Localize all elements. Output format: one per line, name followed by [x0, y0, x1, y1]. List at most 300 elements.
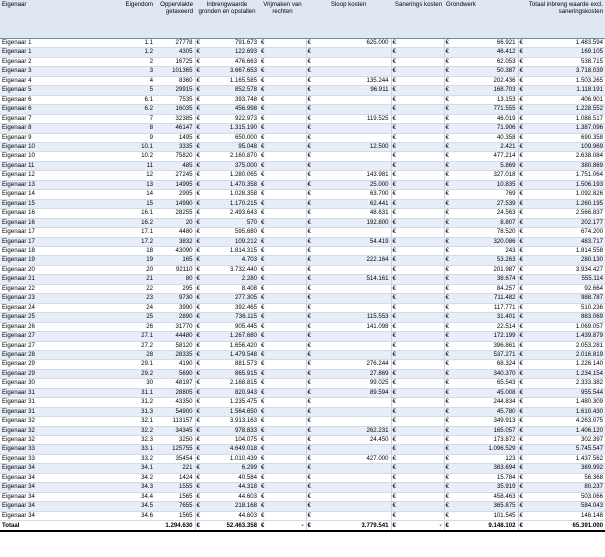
vacate-cell[interactable] [259, 407, 306, 416]
value-cell[interactable]: 595.680 [202, 228, 259, 237]
property-cell[interactable]: 27.2 [93, 341, 155, 350]
total-cell[interactable]: 2.333.382 [525, 379, 605, 388]
area-cell[interactable]: 7655 [155, 502, 195, 511]
demolition-cell[interactable]: 141.098 [313, 322, 391, 331]
area-cell[interactable]: 3990 [155, 303, 195, 312]
remediation-cell[interactable] [398, 284, 444, 293]
demolition-cell[interactable] [313, 350, 391, 359]
property-cell[interactable]: 21 [93, 275, 155, 284]
total-cell[interactable]: 3.934.427 [525, 265, 605, 274]
remediation-cell[interactable] [398, 86, 444, 95]
remediation-cell[interactable] [398, 57, 444, 66]
vacate-cell[interactable] [259, 294, 306, 303]
total-cell[interactable]: 1.226.140 [525, 360, 605, 369]
land-cell[interactable]: 10.835 [451, 180, 518, 189]
vacate-cell[interactable] [259, 284, 306, 293]
property-cell[interactable]: 33.2 [93, 454, 155, 463]
vacate-cell[interactable] [259, 152, 306, 161]
demolition-cell[interactable]: 89.594 [313, 388, 391, 397]
demolition-cell[interactable] [313, 303, 391, 312]
value-cell[interactable]: 1.010.439 [202, 454, 259, 463]
land-cell[interactable]: 327.018 [451, 171, 518, 180]
owner-cell[interactable]: Eigenaar 19 [0, 256, 93, 265]
area-cell[interactable]: 28255 [155, 209, 195, 218]
owner-cell[interactable]: Eigenaar 8 [0, 124, 93, 133]
value-cell[interactable]: 2.493.643 [202, 209, 259, 218]
total-cell[interactable]: 2.566.837 [525, 209, 605, 218]
remediation-cell[interactable] [398, 48, 444, 57]
property-cell[interactable]: 22 [93, 284, 155, 293]
land-cell[interactable]: 101.545 [451, 511, 518, 520]
owner-cell[interactable]: Eigenaar 34 [0, 473, 93, 482]
area-cell[interactable]: 1565 [155, 511, 195, 520]
total-cell[interactable]: 1.118.191 [525, 86, 605, 95]
property-cell[interactable]: 31.2 [93, 398, 155, 407]
remediation-cell[interactable] [398, 95, 444, 104]
property-cell[interactable]: 25 [93, 313, 155, 322]
area-cell[interactable]: 34345 [155, 426, 195, 435]
land-cell[interactable]: 65.543 [451, 379, 518, 388]
owner-cell[interactable]: Eigenaar 34 [0, 483, 93, 492]
area-cell[interactable]: 125755 [155, 445, 195, 454]
property-cell[interactable]: 10.1 [93, 142, 155, 151]
land-cell[interactable]: 5.869 [451, 161, 518, 170]
area-cell[interactable]: 44480 [155, 332, 195, 341]
vacate-cell[interactable] [259, 445, 306, 454]
property-cell[interactable]: 34.6 [93, 511, 155, 520]
area-cell[interactable]: 221 [155, 464, 195, 473]
property-cell[interactable]: 16.1 [93, 209, 155, 218]
remediation-cell[interactable] [398, 303, 444, 312]
demolition-cell[interactable] [313, 332, 391, 341]
area-cell[interactable]: 295 [155, 284, 195, 293]
totals-value[interactable]: 52.463.358 [202, 521, 259, 532]
property-cell[interactable]: 30 [93, 379, 155, 388]
demolition-cell[interactable] [313, 48, 391, 57]
vacate-cell[interactable] [259, 171, 306, 180]
total-cell[interactable]: 555.114 [525, 275, 605, 284]
remediation-cell[interactable] [398, 275, 444, 284]
owner-cell[interactable]: Eigenaar 13 [0, 180, 93, 189]
property-cell[interactable]: 17.1 [93, 228, 155, 237]
area-cell[interactable]: 1495 [155, 133, 195, 142]
vacate-cell[interactable] [259, 265, 306, 274]
property-cell[interactable]: 12 [93, 171, 155, 180]
vacate-cell[interactable] [259, 76, 306, 85]
owner-cell[interactable]: Eigenaar 11 [0, 161, 93, 170]
area-cell[interactable]: 14995 [155, 180, 195, 189]
total-cell[interactable]: 3.718.039 [525, 67, 605, 76]
value-cell[interactable]: 2.280 [202, 275, 259, 284]
demolition-cell[interactable]: 625.000 [313, 39, 391, 48]
total-cell[interactable]: 1.406.120 [525, 426, 605, 435]
property-cell[interactable]: 32.2 [93, 426, 155, 435]
vacate-cell[interactable] [259, 275, 306, 284]
demolition-cell[interactable]: 427.000 [313, 454, 391, 463]
property-cell[interactable]: 1.1 [93, 39, 155, 48]
area-cell[interactable]: 7535 [155, 95, 195, 104]
owner-cell[interactable]: Eigenaar 16 [0, 209, 93, 218]
owner-cell[interactable]: Eigenaar 26 [0, 322, 93, 331]
owner-cell[interactable]: Eigenaar 29 [0, 369, 93, 378]
owner-cell[interactable]: Eigenaar 27 [0, 332, 93, 341]
area-cell[interactable]: 2890 [155, 313, 195, 322]
owner-cell[interactable]: Eigenaar 32 [0, 436, 93, 445]
owner-cell[interactable]: Eigenaar 3 [0, 67, 93, 76]
area-cell[interactable]: 101365 [155, 67, 195, 76]
demolition-cell[interactable] [313, 483, 391, 492]
remediation-cell[interactable] [398, 190, 444, 199]
total-cell[interactable]: 2.638.084 [525, 152, 605, 161]
value-cell[interactable]: 1.315.190 [202, 124, 259, 133]
demolition-cell[interactable]: 54.419 [313, 237, 391, 246]
total-cell[interactable]: 380.869 [525, 161, 605, 170]
vacate-cell[interactable] [259, 86, 306, 95]
land-cell[interactable]: 769 [451, 190, 518, 199]
owner-cell[interactable]: Eigenaar 15 [0, 199, 93, 208]
total-cell[interactable]: 280.130 [525, 256, 605, 265]
land-cell[interactable]: 243 [451, 246, 518, 255]
value-cell[interactable]: 820.943 [202, 388, 259, 397]
land-cell[interactable]: 40.358 [451, 133, 518, 142]
total-cell[interactable]: 883.069 [525, 313, 605, 322]
owner-cell[interactable]: Eigenaar 31 [0, 407, 93, 416]
area-cell[interactable]: 20 [155, 218, 195, 227]
value-cell[interactable]: 736.115 [202, 313, 259, 322]
vacate-cell[interactable] [259, 190, 306, 199]
property-cell[interactable]: 2 [93, 57, 155, 66]
land-cell[interactable]: 202.436 [451, 76, 518, 85]
header-land[interactable]: Grondwerk [444, 0, 518, 39]
vacate-cell[interactable] [259, 341, 306, 350]
totals-demolition[interactable]: 3.779.541 [313, 521, 391, 532]
area-cell[interactable]: 4305 [155, 48, 195, 57]
property-cell[interactable]: 34.5 [93, 502, 155, 511]
vacate-cell[interactable] [259, 483, 306, 492]
vacate-cell[interactable] [259, 105, 306, 114]
area-cell[interactable]: 46147 [155, 124, 195, 133]
value-cell[interactable]: 109.212 [202, 237, 259, 246]
land-cell[interactable]: 117.771 [451, 303, 518, 312]
vacate-cell[interactable] [259, 161, 306, 170]
header-demolition[interactable]: Sloop kosten [306, 0, 391, 39]
owner-cell[interactable]: Eigenaar 25 [0, 313, 93, 322]
demolition-cell[interactable]: 262.231 [313, 426, 391, 435]
property-cell[interactable]: 32.3 [93, 436, 155, 445]
vacate-cell[interactable] [259, 492, 306, 501]
total-cell[interactable]: 674.200 [525, 228, 605, 237]
land-cell[interactable]: 396.861 [451, 341, 518, 350]
totals-total[interactable]: 65.391.000 [525, 521, 605, 532]
land-cell[interactable]: 168.703 [451, 86, 518, 95]
area-cell[interactable]: 43090 [155, 246, 195, 255]
vacate-cell[interactable] [259, 322, 306, 331]
vacate-cell[interactable] [259, 417, 306, 426]
owner-cell[interactable]: Eigenaar 21 [0, 275, 93, 284]
remediation-cell[interactable] [398, 511, 444, 520]
area-cell[interactable]: 75820 [155, 152, 195, 161]
totals-remediation[interactable]: - [398, 521, 444, 532]
area-cell[interactable]: 35454 [155, 454, 195, 463]
area-cell[interactable]: 29915 [155, 86, 195, 95]
owner-cell[interactable]: Eigenaar 31 [0, 388, 93, 397]
vacate-cell[interactable] [259, 502, 306, 511]
owner-cell[interactable]: Eigenaar 29 [0, 360, 93, 369]
demolition-cell[interactable]: 63.700 [313, 190, 391, 199]
area-cell[interactable]: 48197 [155, 379, 195, 388]
remediation-cell[interactable] [398, 228, 444, 237]
value-cell[interactable]: 8.408 [202, 284, 259, 293]
header-area[interactable]: Oppervlakte getaxeerd [155, 0, 195, 39]
area-cell[interactable]: 58120 [155, 341, 195, 350]
totals-area[interactable]: 1.294.630 [155, 521, 195, 532]
value-cell[interactable]: 791.673 [202, 39, 259, 48]
land-cell[interactable]: 340.370 [451, 369, 518, 378]
land-cell[interactable]: 24.563 [451, 209, 518, 218]
area-cell[interactable]: 16035 [155, 105, 195, 114]
remediation-cell[interactable] [398, 388, 444, 397]
area-cell[interactable]: 27778 [155, 39, 195, 48]
remediation-cell[interactable] [398, 322, 444, 331]
land-cell[interactable]: 46.019 [451, 114, 518, 123]
area-cell[interactable]: 14990 [155, 199, 195, 208]
value-cell[interactable]: 2.168.815 [202, 379, 259, 388]
property-cell[interactable]: 31.1 [93, 388, 155, 397]
remediation-cell[interactable] [398, 237, 444, 246]
land-cell[interactable]: 50.387 [451, 67, 518, 76]
land-cell[interactable]: 172.199 [451, 332, 518, 341]
value-cell[interactable]: 2.160.870 [202, 152, 259, 161]
value-cell[interactable]: 6.299 [202, 464, 259, 473]
land-cell[interactable]: 62.053 [451, 57, 518, 66]
vacate-cell[interactable] [259, 388, 306, 397]
vacate-cell[interactable] [259, 256, 306, 265]
header-value[interactable]: Inbrengwaarde gronden en opstallen [195, 0, 259, 39]
property-cell[interactable]: 23 [93, 294, 155, 303]
remediation-cell[interactable] [398, 360, 444, 369]
demolition-cell[interactable] [313, 124, 391, 133]
land-cell[interactable]: 771.555 [451, 105, 518, 114]
property-cell[interactable]: 6.1 [93, 95, 155, 104]
remediation-cell[interactable] [398, 473, 444, 482]
vacate-cell[interactable] [259, 133, 306, 142]
demolition-cell[interactable] [313, 105, 391, 114]
demolition-cell[interactable] [313, 294, 391, 303]
value-cell[interactable]: 881.573 [202, 360, 259, 369]
total-cell[interactable]: 1.234.154 [525, 369, 605, 378]
total-cell[interactable]: 1.503.265 [525, 76, 605, 85]
remediation-cell[interactable] [398, 464, 444, 473]
area-cell[interactable]: 27245 [155, 171, 195, 180]
property-cell[interactable]: 16.2 [93, 218, 155, 227]
total-cell[interactable]: 5.745.547 [525, 445, 605, 454]
vacate-cell[interactable] [259, 303, 306, 312]
value-cell[interactable]: 1.170.215 [202, 199, 259, 208]
area-cell[interactable]: 4190 [155, 360, 195, 369]
total-cell[interactable]: 56.368 [525, 473, 605, 482]
land-cell[interactable]: 13.153 [451, 95, 518, 104]
vacate-cell[interactable] [259, 114, 306, 123]
area-cell[interactable]: 4480 [155, 228, 195, 237]
value-cell[interactable]: 218.168 [202, 502, 259, 511]
owner-cell[interactable]: Eigenaar 31 [0, 398, 93, 407]
header-remediation[interactable]: Sanerings kosten [391, 0, 444, 39]
demolition-cell[interactable] [313, 445, 391, 454]
demolition-cell[interactable] [313, 511, 391, 520]
demolition-cell[interactable] [313, 67, 391, 76]
demolition-cell[interactable] [313, 152, 391, 161]
total-cell[interactable]: 2.016.819 [525, 350, 605, 359]
property-cell[interactable]: 24 [93, 303, 155, 312]
demolition-cell[interactable]: 222.164 [313, 256, 391, 265]
totals-label[interactable]: Totaal [0, 521, 93, 532]
land-cell[interactable]: 84.257 [451, 284, 518, 293]
vacate-cell[interactable] [259, 124, 306, 133]
remediation-cell[interactable] [398, 454, 444, 463]
total-cell[interactable]: 1.506.193 [525, 180, 605, 189]
total-cell[interactable]: 1.387.096 [525, 124, 605, 133]
total-cell[interactable]: 1.260.195 [525, 199, 605, 208]
owner-cell[interactable]: Eigenaar 16 [0, 218, 93, 227]
land-cell[interactable]: 201.987 [451, 265, 518, 274]
land-cell[interactable]: 35.919 [451, 483, 518, 492]
vacate-cell[interactable] [259, 57, 306, 66]
owner-cell[interactable]: Eigenaar 24 [0, 303, 93, 312]
area-cell[interactable]: 3250 [155, 436, 195, 445]
property-cell[interactable]: 20 [93, 265, 155, 274]
value-cell[interactable]: 978.833 [202, 426, 259, 435]
vacate-cell[interactable] [259, 426, 306, 435]
property-cell[interactable]: 8 [93, 124, 155, 133]
remediation-cell[interactable] [398, 407, 444, 416]
area-cell[interactable]: 165 [155, 256, 195, 265]
remediation-cell[interactable] [398, 171, 444, 180]
owner-cell[interactable]: Eigenaar 33 [0, 445, 93, 454]
value-cell[interactable]: 44.603 [202, 511, 259, 520]
land-cell[interactable]: 537.271 [451, 350, 518, 359]
vacate-cell[interactable] [259, 95, 306, 104]
value-cell[interactable]: 570 [202, 218, 259, 227]
demolition-cell[interactable] [313, 228, 391, 237]
demolition-cell[interactable] [313, 492, 391, 501]
vacate-cell[interactable] [259, 39, 306, 48]
remediation-cell[interactable] [398, 294, 444, 303]
value-cell[interactable]: 1.028.358 [202, 190, 259, 199]
remediation-cell[interactable] [398, 426, 444, 435]
area-cell[interactable]: 28805 [155, 388, 195, 397]
remediation-cell[interactable] [398, 246, 444, 255]
remediation-cell[interactable] [398, 105, 444, 114]
total-cell[interactable]: 2.053.281 [525, 341, 605, 350]
total-cell[interactable]: 988.787 [525, 294, 605, 303]
value-cell[interactable]: 650.000 [202, 133, 259, 142]
value-cell[interactable]: 95.048 [202, 142, 259, 151]
owner-cell[interactable]: Eigenaar 32 [0, 426, 93, 435]
total-cell[interactable]: 1.751.064 [525, 171, 605, 180]
total-cell[interactable]: 1.092.826 [525, 190, 605, 199]
property-cell[interactable]: 34.1 [93, 464, 155, 473]
value-cell[interactable]: 852.578 [202, 86, 259, 95]
remediation-cell[interactable] [398, 199, 444, 208]
property-cell[interactable]: 10.2 [93, 152, 155, 161]
vacate-cell[interactable] [259, 398, 306, 407]
owner-cell[interactable]: Eigenaar 17 [0, 228, 93, 237]
value-cell[interactable]: 40.584 [202, 473, 259, 482]
total-cell[interactable]: 1.814.558 [525, 246, 605, 255]
vacate-cell[interactable] [259, 360, 306, 369]
area-cell[interactable]: 28335 [155, 350, 195, 359]
owner-cell[interactable]: Eigenaar 1 [0, 39, 93, 48]
vacate-cell[interactable] [259, 180, 306, 189]
vacate-cell[interactable] [259, 454, 306, 463]
owner-cell[interactable]: Eigenaar 34 [0, 502, 93, 511]
demolition-cell[interactable]: 276.244 [313, 360, 391, 369]
total-cell[interactable]: 406.901 [525, 95, 605, 104]
demolition-cell[interactable]: 143.981 [313, 171, 391, 180]
remediation-cell[interactable] [398, 417, 444, 426]
total-cell[interactable]: 955.544 [525, 388, 605, 397]
remediation-cell[interactable] [398, 492, 444, 501]
land-cell[interactable]: 53.263 [451, 256, 518, 265]
remediation-cell[interactable] [398, 114, 444, 123]
land-cell[interactable]: 38.674 [451, 275, 518, 284]
owner-cell[interactable]: Eigenaar 1 [0, 48, 93, 57]
owner-cell[interactable]: Eigenaar 14 [0, 190, 93, 199]
header-owner[interactable]: Eigenaar [0, 0, 93, 39]
value-cell[interactable]: 922.973 [202, 114, 259, 123]
value-cell[interactable]: 44.318 [202, 483, 259, 492]
remediation-cell[interactable] [398, 133, 444, 142]
land-cell[interactable]: 383.694 [451, 464, 518, 473]
property-cell[interactable]: 34.2 [93, 473, 155, 482]
vacate-cell[interactable] [259, 48, 306, 57]
value-cell[interactable]: 1.479.548 [202, 350, 259, 359]
property-cell[interactable]: 29.1 [93, 360, 155, 369]
demolition-cell[interactable]: 24.450 [313, 436, 391, 445]
value-cell[interactable]: 393.748 [202, 95, 259, 104]
land-cell[interactable]: 46.412 [451, 48, 518, 57]
total-cell[interactable]: 1.437.562 [525, 454, 605, 463]
total-cell[interactable]: 4.263.075 [525, 417, 605, 426]
vacate-cell[interactable] [259, 473, 306, 482]
remediation-cell[interactable] [398, 502, 444, 511]
land-cell[interactable]: 244.834 [451, 398, 518, 407]
property-cell[interactable]: 17.2 [93, 237, 155, 246]
owner-cell[interactable]: Eigenaar 10 [0, 142, 93, 151]
remediation-cell[interactable] [398, 180, 444, 189]
property-cell[interactable]: 29.2 [93, 369, 155, 378]
land-cell[interactable]: 27.539 [451, 199, 518, 208]
demolition-cell[interactable]: 62.441 [313, 199, 391, 208]
total-cell[interactable]: 92.664 [525, 284, 605, 293]
land-cell[interactable]: 165.057 [451, 426, 518, 435]
land-cell[interactable]: 1.096.529 [451, 445, 518, 454]
demolition-cell[interactable]: 27.869 [313, 369, 391, 378]
remediation-cell[interactable] [398, 39, 444, 48]
value-cell[interactable]: 456.998 [202, 105, 259, 114]
demolition-cell[interactable] [313, 341, 391, 350]
value-cell[interactable]: 3.667.653 [202, 67, 259, 76]
totals-land[interactable]: 9.148.102 [451, 521, 518, 532]
total-cell[interactable]: 202.177 [525, 218, 605, 227]
value-cell[interactable]: 1.280.065 [202, 171, 259, 180]
owner-cell[interactable]: Eigenaar 34 [0, 492, 93, 501]
owner-cell[interactable]: Eigenaar 28 [0, 350, 93, 359]
land-cell[interactable]: 45.780 [451, 407, 518, 416]
demolition-cell[interactable] [313, 398, 391, 407]
total-cell[interactable]: 1.483.594 [525, 39, 605, 48]
owner-cell[interactable]: Eigenaar 32 [0, 417, 93, 426]
